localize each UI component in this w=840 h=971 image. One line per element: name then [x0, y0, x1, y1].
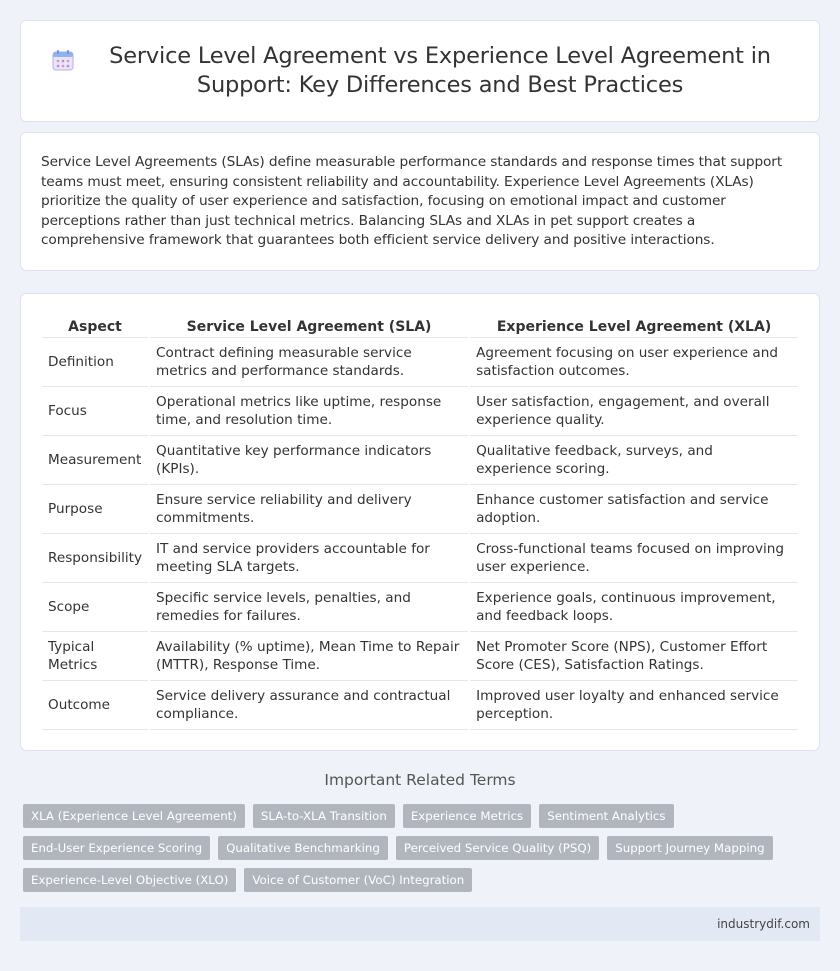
- comparison-table-card: [20, 293, 820, 751]
- sla-cell: Service delivery assurance and contractual compliance.: [150, 681, 468, 730]
- xla-cell: Agreement focusing on user experience and satisfaction outcomes.: [470, 338, 798, 387]
- table-row: [42, 485, 798, 534]
- sla-cell: IT and service providers accountable for meeting SLA targets.: [150, 534, 468, 583]
- header-xla: Experience Level Agreement (XLA): [470, 316, 798, 338]
- related-terms-heading: Important Related Terms: [324, 771, 516, 789]
- sla-cell: Quantitative key performance indicators (KPIs).: [150, 436, 468, 485]
- aspect-cell: Definition: [42, 338, 148, 387]
- xla-cell: Net Promoter Score (NPS), Customer Effort Score (CES), Satisfaction Ratings.: [470, 632, 798, 681]
- sla-cell: Availability (% uptime), Mean Time to Repair (MTTR), Response Time.: [150, 632, 468, 681]
- related-terms-tags: [23, 804, 813, 900]
- related-term-tag[interactable]: Voice of Customer (VoC) Integration: [244, 868, 472, 892]
- sla-cell: Operational metrics like uptime, response time, and resolution time.: [150, 387, 468, 436]
- header-sla: Service Level Agreement (SLA): [150, 316, 468, 338]
- xla-cell: Experience goals, continuous improvement, and feedback loops.: [470, 583, 798, 632]
- xla-cell: Cross-functional teams focused on improving user experience.: [470, 534, 798, 583]
- related-term-tag[interactable]: Experience Metrics: [403, 804, 531, 828]
- xla-cell: Improved user loyalty and enhanced service perception.: [470, 681, 798, 730]
- related-term-tag[interactable]: End-User Experience Scoring: [23, 836, 210, 860]
- xla-cell: Qualitative feedback, surveys, and experience scoring.: [470, 436, 798, 485]
- table-row: [42, 632, 798, 681]
- aspect-cell: Purpose: [42, 485, 148, 534]
- aspect-cell: Measurement: [42, 436, 148, 485]
- header-aspect: Aspect: [42, 316, 148, 338]
- footer-site-link[interactable]: industrydif.com: [717, 917, 810, 931]
- xla-cell: Enhance customer satisfaction and service adoption.: [470, 485, 798, 534]
- table-row: [42, 387, 798, 436]
- aspect-cell: Responsibility: [42, 534, 148, 583]
- comparison-table: [40, 316, 800, 730]
- related-term-tag[interactable]: Perceived Service Quality (PSQ): [396, 836, 599, 860]
- intro-paragraph: Service Level Agreements (SLAs) define measurable performance standards and response times that support teams must meet, ensuring consistent reliability and accountability. Experience Level Agreements (XLAs) prioritize the quality of user experience and satisfaction, focusing on emotional impact and customer perceptions rather than just technical metrics. Balancing SLAs and XLAs in pet support creates a comprehensive framework that guarantees both efficient service delivery and positive interactions.: [41, 154, 783, 248]
- footer: [20, 907, 820, 941]
- related-term-tag[interactable]: Support Journey Mapping: [607, 836, 772, 860]
- sla-cell: Specific service levels, penalties, and remedies for failures.: [150, 583, 468, 632]
- related-term-tag[interactable]: XLA (Experience Level Agreement): [23, 804, 245, 828]
- aspect-cell: Outcome: [42, 681, 148, 730]
- related-term-tag[interactable]: Sentiment Analytics: [539, 804, 673, 828]
- related-term-tag[interactable]: Experience-Level Objective (XLO): [23, 868, 236, 892]
- aspect-cell: Focus: [42, 387, 148, 436]
- aspect-cell: Scope: [42, 583, 148, 632]
- related-term-tag[interactable]: Qualitative Benchmarking: [218, 836, 388, 860]
- title-wrap: [21, 42, 819, 100]
- related-term-tag[interactable]: SLA-to-XLA Transition: [253, 804, 395, 828]
- calendar-icon: [51, 48, 75, 72]
- table-row: [42, 534, 798, 583]
- sla-cell: Contract defining measurable service metrics and performance standards.: [150, 338, 468, 387]
- title-card: [20, 20, 820, 122]
- table-row: [42, 681, 798, 730]
- sla-cell: Ensure service reliability and delivery commitments.: [150, 485, 468, 534]
- xla-cell: User satisfaction, engagement, and overall experience quality.: [470, 387, 798, 436]
- page-title: Service Level Agreement vs Experience Level Agreement in Support: Key Differences and Best Practices: [109, 43, 771, 98]
- intro-card: [20, 132, 820, 271]
- table-header-row: [42, 316, 798, 338]
- table-row: [42, 338, 798, 387]
- aspect-cell: Typical Metrics: [42, 632, 148, 681]
- table-row: [42, 436, 798, 485]
- table-row: [42, 583, 798, 632]
